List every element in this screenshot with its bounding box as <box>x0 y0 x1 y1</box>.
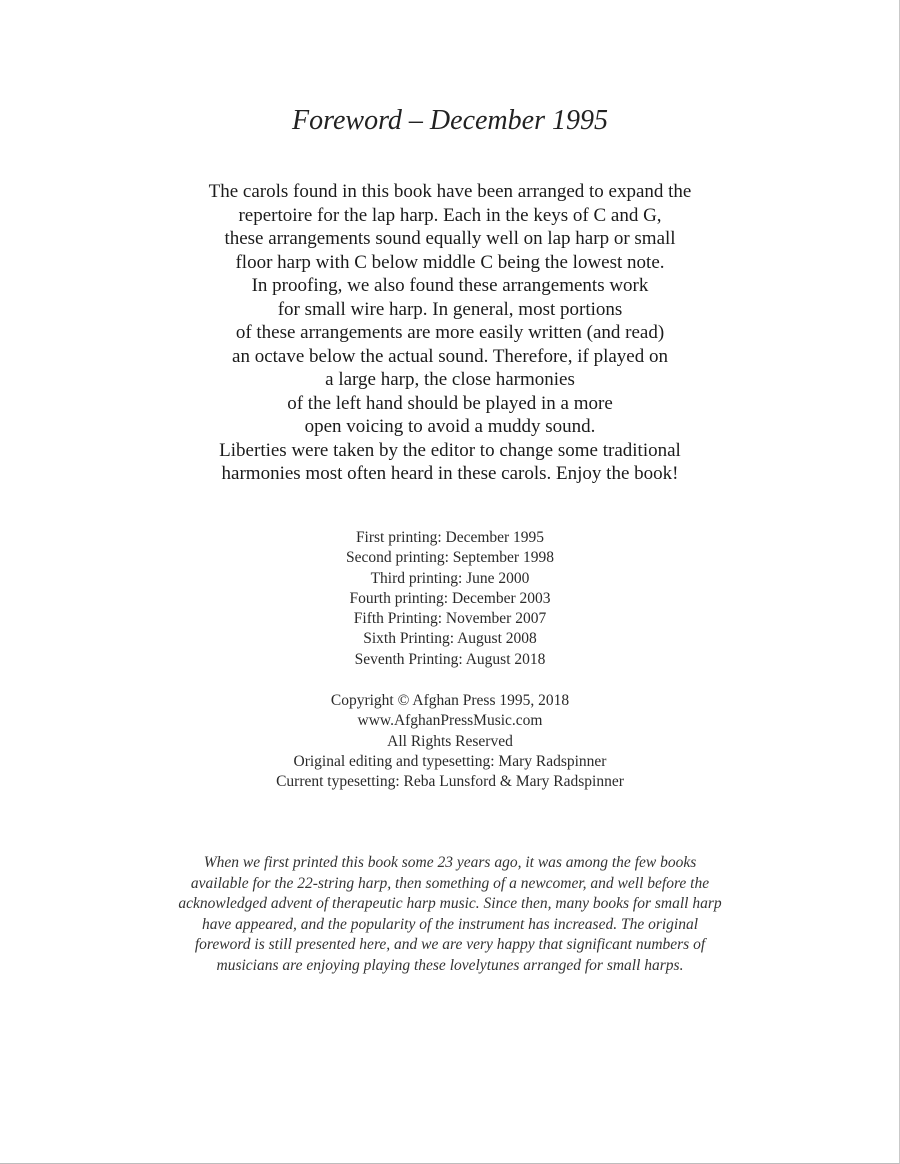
printing-line: Fourth printing: December 2003 <box>349 589 551 607</box>
copyright-line: Copyright © Afghan Press 1995, 2018 <box>330 692 570 709</box>
afterword-line: available for the 22-string harp, then something of a newcomer, and well before the <box>190 874 710 892</box>
printing-line: Fifth Printing: November 2007 <box>353 610 547 628</box>
afterword-line: acknowledged advent of therapeutic harp music. Since then, many books for small harp <box>178 895 722 912</box>
foreword-line: these arrangements sound equally well on lap harp or small <box>224 228 676 249</box>
printing-line: First printing: December 1995 <box>355 529 545 546</box>
foreword-line: of these arrangements are more easily written (and read) <box>235 322 665 343</box>
foreword-line: In proofing, we also found these arrangements work <box>251 275 649 296</box>
foreword-line: Liberties were taken by the editor to change some traditional <box>219 439 681 461</box>
page-title: Foreword – December 1995 <box>292 105 608 136</box>
foreword-line: of the left hand should be played in a more <box>287 392 613 414</box>
foreword-line: a large harp, the close harmonies <box>325 369 575 390</box>
afterword-line: When we first printed this book some 23 years ago, it was among the few books <box>203 854 697 871</box>
afterword-line: foreword is still presented here, and we are very happy that significant numbers of <box>194 936 706 953</box>
afterword-note <box>0 853 900 976</box>
afterword-line: musicians are enjoying playing these lovelytunes arranged for small harps. <box>216 956 684 974</box>
rights-line: All Rights Reserved <box>387 732 513 750</box>
printing-line: Sixth Printing: August 2008 <box>363 630 537 648</box>
foreword-line: harmonies most often heard in these carols. Enjoy the book! <box>221 463 679 484</box>
afterword-line: have appeared, and the popularity of the instrument has increased. The original <box>201 915 699 933</box>
foreword-line: repertoire for the lap harp. Each in the keys of C and G, <box>238 204 662 226</box>
foreword-body <box>0 180 900 486</box>
typesetting-credit: Current typesetting: Reba Lunsford & Mary Radspinner <box>276 773 624 791</box>
website-line: www.AfghanPressMusic.com <box>357 712 543 730</box>
printing-line: Seventh Printing: August 2018 <box>354 650 546 668</box>
printing-line: Second printing: September 1998 <box>346 549 554 567</box>
printing-history <box>0 528 900 670</box>
copyright-block <box>0 691 900 792</box>
editing-credit: Original editing and typesetting: Mary Radspinner <box>293 752 607 770</box>
foreword-line: an octave below the actual sound. Therefore, if played on <box>232 345 668 367</box>
foreword-line: for small wire harp. In general, most portions <box>277 298 623 320</box>
foreword-line: The carols found in this book have been arranged to expand the <box>208 181 692 202</box>
foreword-line: floor harp with C below middle C being the lowest note. <box>235 251 665 273</box>
printing-line: Third printing: June 2000 <box>370 569 530 587</box>
foreword-line: open voicing to avoid a muddy sound. <box>304 416 596 437</box>
